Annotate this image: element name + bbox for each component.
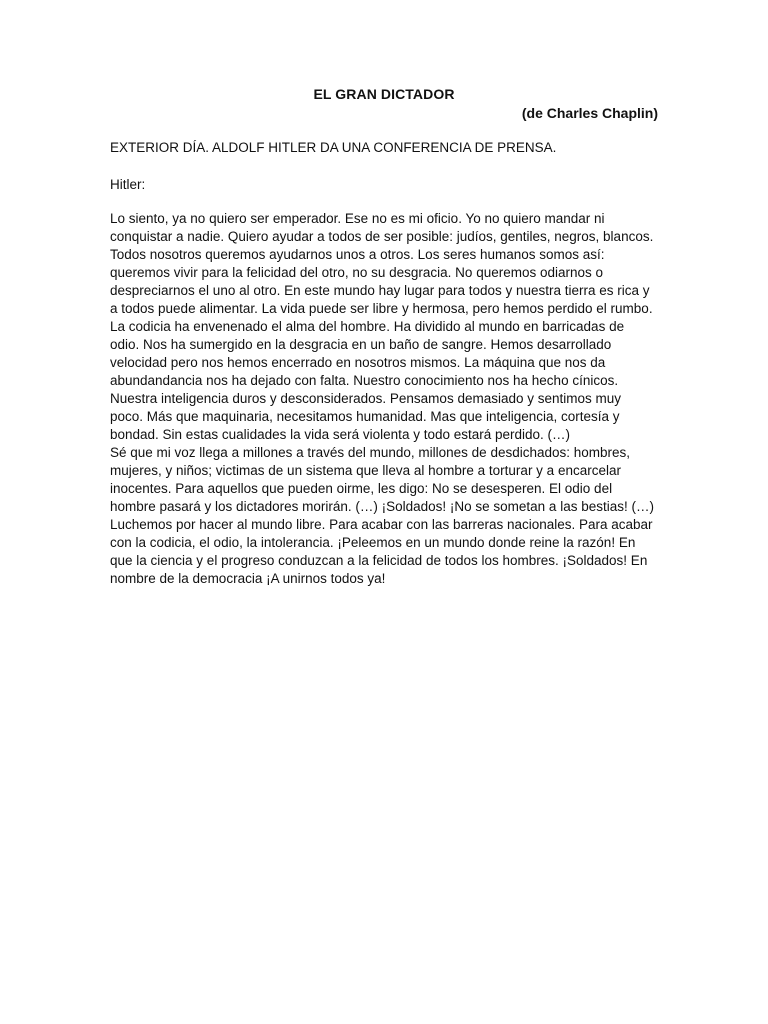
scene-heading: EXTERIOR DÍA. ALDOLF HITLER DA UNA CONFERENCIA DE PRENSA. — [110, 140, 557, 155]
speech-paragraph: Lo siento, ya no quiero ser emperador. Ese no es mi oficio. Yo no quiero mandar ni conquistar a nadie. Quiero ayudar a todos de ser posible: judíos, gentiles, negros, blancos. Todos nosotros queremos ayudarnos unos a otros. Los seres humanos somos así: queremos vivir para la felicidad del otro, no su desgracia. No queremos odiarnos o despreciarnos el uno al otro. En este mundo hay lugar para todos y nuestra tierra es rica y a todos puede alimentar. La vida puede ser libre y hermosa, pero hemos perdido el rumbo. La codicia ha envenenado el alma del hombre. Ha dividido al mundo en barricadas de odio. Nos ha sumergido en la desgracia en un baño de sangre. Hemos desarrollado velocidad pero nos hemos encerrado en nosotros mismos. La máquina que nos da abundandancia nos ha dejado con falta. Nuestro conocimiento nos ha hecho cínicos. Nuestra inteligencia duros y desconsiderados. Pensamos demasiado y sentimos muy poco. Más que maquinaria, necesitamos humanidad. Mas que inteligencia, cortesía y bondad. Sin estas cualidades la vida será violenta y todo estará perdido. (…) — [110, 211, 654, 442]
document-title: EL GRAN DICTADOR — [313, 86, 455, 102]
speech-paragraph: Sé que mi voz llega a millones a través del mundo, millones de desdichados: hombres, mujeres, y niños; victimas de un sistema que lleva al hombre a torturar y a encarcelar inocentes. Para aquellos que pueden oirme, les digo: No se desesperen. El odio del hombre pasará y los dictadores morirán. (…) ¡Soldados! ¡No se sometan a las bestias! (…) Luchemos por hacer al mundo libre. Para acabar con las barreras nacionales. Para acabar con la codicia, el odio, la intolerancia. ¡Peleemos en un mundo donde reine la razón! En que la ciencia y el progreso conduzcan a la felicidad de todos los hombres. ¡Soldados! En nombre de la democracia ¡A unirnos todos ya! — [110, 445, 654, 586]
author-line: (de Charles Chaplin) — [521, 105, 658, 121]
speaker-label: Hitler: — [110, 177, 146, 192]
speech-body — [110, 210, 656, 588]
